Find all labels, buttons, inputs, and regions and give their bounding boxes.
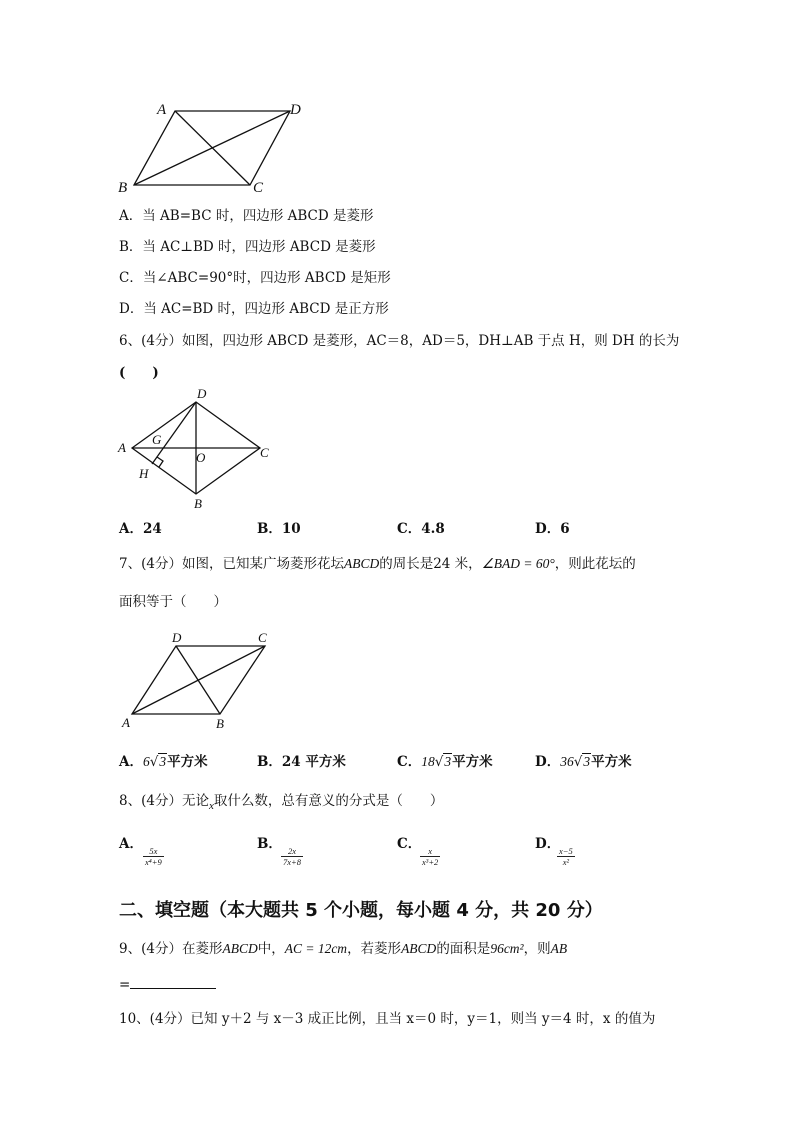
q9-stem-part-c: ，若菱形 bbox=[347, 941, 402, 957]
q9-stem-part-a: 9、(4分）在菱形 bbox=[119, 941, 223, 957]
q7-option-d-rad: 3 bbox=[583, 754, 591, 769]
q9-abcd-2: ABCD bbox=[401, 941, 437, 956]
q7-option-d-label: D． bbox=[535, 754, 561, 770]
q6-option-c: C．4.8 bbox=[397, 521, 445, 537]
q8-option-c-num: x bbox=[420, 846, 440, 857]
q8-option-a bbox=[119, 833, 143, 853]
q10-stem: 10、(4分）已知 y＋2 与 x－3 成正比例，且当 x＝0 时，y＝1，则当 y＝4 时，x 的值为 bbox=[119, 1011, 656, 1027]
q7-stem-part-b: 的周长是24 米， bbox=[379, 556, 482, 572]
figure-q7-rhombus bbox=[112, 626, 282, 732]
label-a: A bbox=[157, 102, 167, 118]
q8-stem-part-b: 取什么数，总有意义的分式是（ ） bbox=[213, 793, 444, 809]
q7-option-c-unit: 平方米 bbox=[452, 754, 493, 770]
right-angle-mark bbox=[157, 457, 163, 467]
q7-option-d: D．36√3平方米 bbox=[535, 754, 632, 770]
q5-option-d: D．当 AC=BD 时，四边形 ABCD 是正方形 bbox=[119, 301, 389, 317]
q6-stem: 6、(4分）如图，四边形 ABCD 是菱形，AC＝8，AD＝5，DH⊥AB 于点 H，则 DH 的长为 bbox=[119, 333, 680, 349]
q7-option-a-coef: 6 bbox=[142, 754, 150, 769]
q7-abcd: ABCD bbox=[343, 556, 380, 571]
label-d: D bbox=[197, 386, 207, 401]
section-heading-fill-in: 二、填空题（本大题共 5 个小题，每小题 4 分，共 20 分） bbox=[119, 900, 603, 921]
q7-option-a-label: A． bbox=[119, 754, 143, 770]
q9-answer-blank[interactable] bbox=[130, 976, 216, 989]
q9-ac: AC = 12cm bbox=[284, 941, 348, 956]
q7-stem-part-c: ，则此花坛的 bbox=[554, 556, 636, 572]
q8-option-a-label: A． bbox=[119, 836, 143, 852]
q8-option-b-fraction bbox=[281, 846, 303, 867]
q9-stem-part-d: 的面积是 bbox=[436, 941, 491, 957]
q8-stem bbox=[119, 792, 443, 811]
diagonal-bd bbox=[176, 646, 220, 714]
q8-option-d-den: x² bbox=[562, 857, 570, 867]
q8-var: x bbox=[208, 800, 214, 812]
q9-answer-line bbox=[119, 976, 216, 994]
q7-option-c-rad: 3 bbox=[444, 754, 452, 769]
q7-option-c-label: C． bbox=[397, 754, 422, 770]
q8-option-c-den: x³+2 bbox=[422, 857, 439, 867]
q7-angle: ∠BAD = 60° bbox=[481, 556, 555, 571]
q8-option-d-fraction bbox=[557, 846, 575, 867]
q8-option-c-fraction bbox=[420, 846, 440, 867]
q8-option-a-num: 5x bbox=[143, 846, 164, 857]
q7-option-d-coef: 36 bbox=[560, 754, 574, 769]
label-b: B bbox=[118, 180, 128, 196]
q8-option-d-num: x−5 bbox=[559, 846, 573, 856]
q8-option-c bbox=[397, 833, 421, 853]
label-c: C bbox=[258, 630, 267, 645]
q9-stem-part-e: ，则 bbox=[523, 941, 551, 957]
q8-option-b bbox=[257, 833, 282, 853]
label-o: O bbox=[196, 450, 206, 465]
q7-option-c: C．18√3平方米 bbox=[397, 754, 493, 770]
label-a: A bbox=[118, 440, 126, 455]
q8-option-b-den: 7x+8 bbox=[283, 857, 302, 867]
q6-option-b: B．10 bbox=[257, 521, 301, 537]
q8-option-b-label: B． bbox=[257, 836, 282, 852]
q6-paren: ( ) bbox=[119, 365, 159, 381]
q9-area: 96cm² bbox=[490, 941, 524, 956]
q9-ab: AB bbox=[550, 941, 568, 956]
q8-option-d-label: D． bbox=[535, 836, 561, 852]
q8-stem-part-a: 8、(4分）无论 bbox=[119, 793, 209, 809]
label-a: A bbox=[122, 715, 130, 730]
q9-abcd: ABCD bbox=[222, 941, 258, 956]
figure-q6-rhombus bbox=[112, 382, 282, 512]
q7-option-a-rad: 3 bbox=[159, 754, 167, 769]
q8-option-c-label: C． bbox=[397, 836, 422, 852]
q8-option-b-num: 2x bbox=[281, 846, 303, 857]
label-b: B bbox=[194, 496, 202, 511]
q8-option-a-fraction bbox=[143, 846, 164, 867]
q9-stem bbox=[119, 940, 567, 958]
q7-option-d-unit: 平方米 bbox=[591, 754, 632, 770]
label-c: C bbox=[253, 180, 264, 196]
label-d: D bbox=[290, 102, 301, 118]
q7-option-c-coef: 18 bbox=[421, 754, 435, 769]
q9-stem-part-b: 中， bbox=[257, 941, 285, 957]
label-h: H bbox=[139, 466, 149, 481]
q5-option-c: C．当∠ABC=90°时，四边形 ABCD 是矩形 bbox=[119, 270, 391, 286]
q7-option-b: B．24 平方米 bbox=[257, 754, 346, 770]
q7-option-a: A．6√3平方米 bbox=[119, 754, 208, 770]
q6-option-d: D．6 bbox=[535, 521, 570, 537]
label-g: G bbox=[152, 432, 162, 447]
q5-option-b: B．当 AC⊥BD 时，四边形 ABCD 是菱形 bbox=[119, 239, 376, 255]
q9-equals: = bbox=[119, 977, 131, 993]
label-d: D bbox=[172, 630, 182, 645]
diagonal-bd bbox=[134, 111, 290, 185]
q7-stem bbox=[119, 555, 636, 573]
label-c: C bbox=[260, 445, 269, 460]
q7-option-a-unit: 平方米 bbox=[167, 754, 208, 770]
figure-q5-parallelogram bbox=[112, 96, 312, 196]
q6-option-a: A．24 bbox=[119, 521, 162, 537]
label-b: B bbox=[216, 716, 224, 731]
q7-stem-line2: 面积等于（ ） bbox=[119, 594, 227, 610]
q5-option-a: A．当 AB=BC 时，四边形 ABCD 是菱形 bbox=[119, 208, 374, 224]
q7-stem-part-a: 7、(4分）如图，已知某广场菱形花坛 bbox=[119, 556, 344, 572]
q8-option-a-den: x⁴+9 bbox=[145, 857, 162, 867]
